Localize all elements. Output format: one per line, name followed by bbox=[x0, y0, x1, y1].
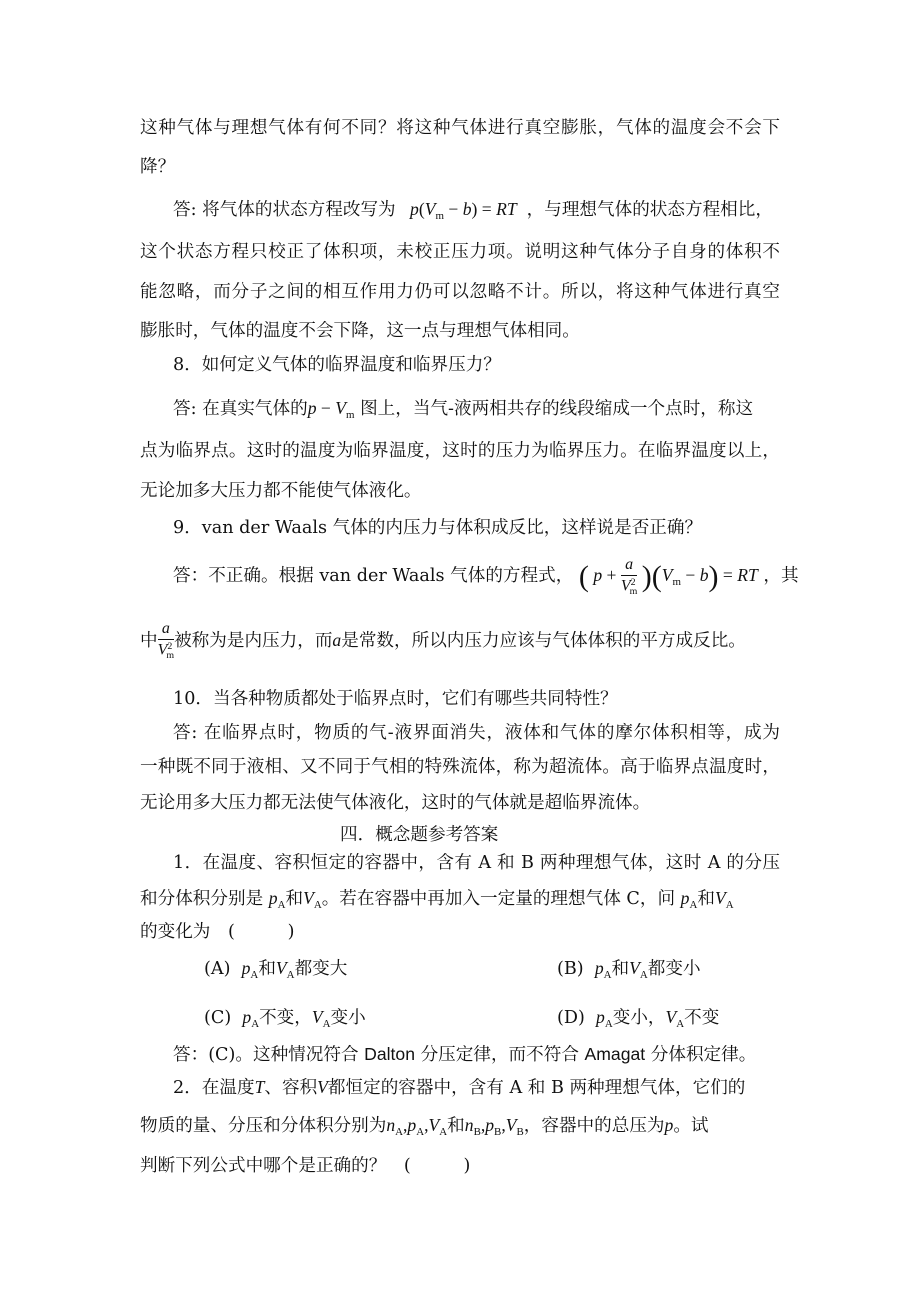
q10-answer-line-3: 无论用多大压力都无法使气体液化，这时的气体就是超临界流体。 bbox=[140, 793, 651, 813]
equation-modified-state: $p(V_m - b)$ = RT bbox=[410, 199, 517, 222]
q7-answer-line-2: 这个状态方程只校正了体积项，未校正压力项。说明这种气体分子自身的体积不 bbox=[140, 242, 780, 262]
internal-pressure-fraction: $\frac{a}{V^2_m}$ bbox=[157, 619, 175, 661]
equation-van-der-waals: ( p + $\frac{a}{V^2_m}$ )$(V_m - b)$ = RT bbox=[578, 555, 758, 597]
c1-line-2: 和分体积分别是 $p_A$和$V_A$。若在容器中再加入一定量的理想气体 C，问 $p_A$和$V_A$ bbox=[140, 888, 734, 911]
q10-answer-line-2: 一种既不同于液相、又不同于气相的特殊流体，称为超流体。高于临界点温度时， bbox=[140, 757, 780, 777]
q7-answer-line-1: 答: 将气体的状态方程改写为 $p(V_m - b)$ = RT ，与理想气体的状态方程相比， bbox=[173, 199, 773, 222]
c2-line-2: 物质的量、分压和分体积分别为$n_A,p_A,V_A$和$n_B,p_B,V_B$，容器中的总压为p。试 bbox=[140, 1115, 709, 1138]
q7-answer-line-3: 能忽略，而分子之间的相互作用力仍可以忽略不计。所以，将这种气体进行真空 bbox=[140, 282, 780, 302]
q7-answer-line-4: 膨胀时，气体的温度不会下降，这一点与理想气体相同。 bbox=[140, 321, 580, 341]
p-vm-symbol: $p - V_m$ bbox=[307, 398, 355, 421]
q10-answer-line-1: 答: 在临界点时，物质的气-液界面消失，液体和气体的摩尔体积相等，成为 bbox=[173, 723, 780, 743]
q7-line-1: 这种气体与理想气体有何不同？将这种气体进行真空膨胀，气体的温度会不会下 bbox=[140, 118, 780, 138]
q9-answer-line-2: 中 $\frac{a}{V^2_m}$ 被称为是内压力，而a是常数，所以内压力应该与气体体积的平方成反比。 bbox=[140, 619, 746, 661]
c2-line-3: 判断下列公式中哪个是正确的？ ( ) bbox=[140, 1156, 471, 1176]
q8-answer-line-3: 无论加多大压力都不能使气体液化。 bbox=[140, 481, 422, 501]
c1-option-b: (B) $p_A$和$V_A$都变小 bbox=[557, 958, 701, 981]
c1-option-c: (C) $p_A$不变，$V_A$变小 bbox=[204, 1007, 366, 1030]
q10-question: 10．当各种物质都处于临界点时，它们有哪些共同特性？ bbox=[173, 689, 618, 709]
c1-answer: 答：(C)。这种情况符合 Dalton 分压定律，而不符合 Amagat 分体积定律。 bbox=[173, 1044, 757, 1065]
c1-option-d: (D) $p_A$变小，$V_A$不变 bbox=[557, 1007, 720, 1030]
q9-answer-line-1: 答：不正确。根据 van der Waals 气体的方程式， ( p + $\frac{a}{V^2_m}$ )$(V_m - b)$ = RT ，其 bbox=[173, 555, 799, 597]
q8-answer-line-1: 答: 在真实气体的$p - V_m$ 图上，当气-液两相共存的线段缩成一个点时，称这 bbox=[173, 398, 754, 421]
q7-line-2: 降？ bbox=[140, 157, 176, 177]
c2-line-1: 2．在温度T、容积V都恒定的容器中，含有 A 和 B 两种理想气体，它们的 bbox=[173, 1077, 746, 1098]
section-heading: 四．概念题参考答案 bbox=[340, 825, 499, 845]
c1-option-a: (A) $p_A$和$V_A$都变大 bbox=[204, 958, 348, 981]
c1-line-3: 的变化为 ( ) bbox=[140, 922, 295, 942]
c1-line-1: 1．在温度、容积恒定的容器中，含有 A 和 B 两种理想气体，这时 A 的分压 bbox=[173, 853, 780, 873]
q8-question: 8．如何定义气体的临界温度和临界压力？ bbox=[173, 355, 501, 375]
q9-question: 9．van der Waals 气体的内压力与体积成反比，这样说是否正确？ bbox=[173, 518, 703, 538]
q8-answer-line-2: 点为临界点。这时的温度为临界温度，这时的压力为临界压力。在临界温度以上， bbox=[140, 441, 780, 461]
